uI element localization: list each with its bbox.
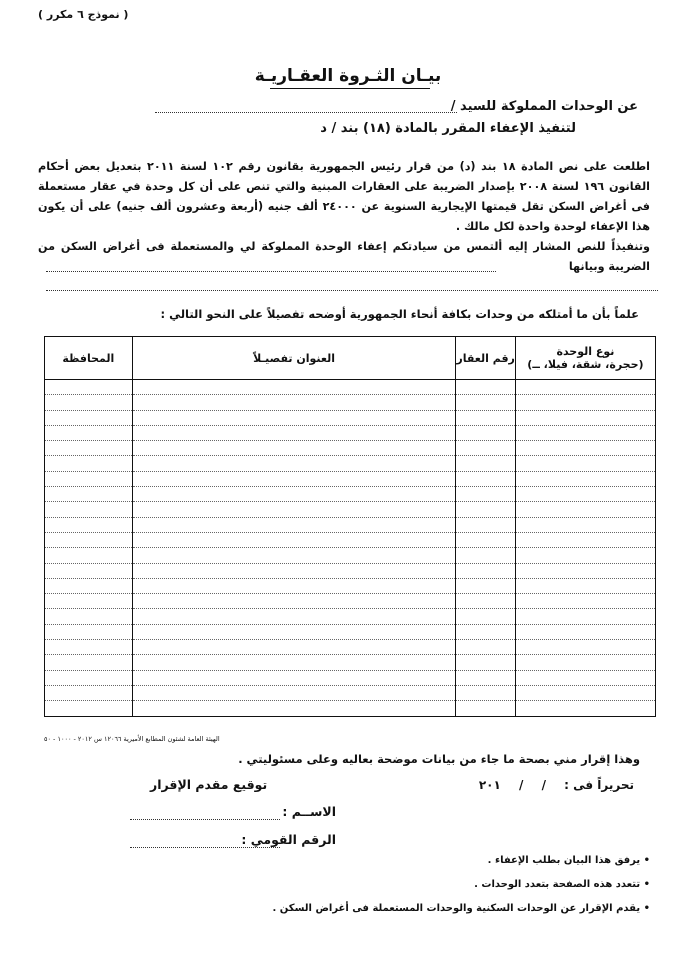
unit-type-cell[interactable] <box>515 532 655 547</box>
address-cell[interactable] <box>132 563 456 578</box>
instruction-item: • تتعدد هذه الصفحة بتعدد الوحدات . <box>474 879 650 890</box>
table-row <box>45 380 656 395</box>
national-id-label: الرقم القومي : <box>241 832 336 847</box>
governorate-cell[interactable] <box>45 456 133 471</box>
form-code: ( نموذج ٦ مكرر ) <box>38 8 129 21</box>
property-number-cell[interactable] <box>456 548 515 563</box>
table-row <box>45 425 656 440</box>
table-row <box>45 563 656 578</box>
unit-type-header-label: نوع الوحدة <box>556 345 615 358</box>
table-row <box>45 532 656 547</box>
unit-type-cell[interactable] <box>515 655 655 670</box>
unit-type-cell[interactable] <box>515 563 655 578</box>
unit-type-cell[interactable] <box>515 685 655 700</box>
address-cell[interactable] <box>132 380 456 395</box>
governorate-cell[interactable] <box>45 487 133 502</box>
property-number-cell[interactable] <box>456 487 515 502</box>
governorate-cell[interactable] <box>45 517 133 532</box>
instructions-list <box>230 855 650 927</box>
governorate-cell[interactable] <box>45 563 133 578</box>
table-body <box>45 380 656 717</box>
unit-type-cell[interactable] <box>515 670 655 685</box>
governorate-cell[interactable] <box>45 624 133 639</box>
unit-type-cell[interactable] <box>515 640 655 655</box>
table-row <box>45 456 656 471</box>
governorate-cell[interactable] <box>45 609 133 624</box>
table-row <box>45 395 656 410</box>
year-prefix: ٢٠١ <box>478 778 501 792</box>
declaration-text: وهذا إقرار مني بصحة ما جاء من بيانات موضحة بعاليه وعلى مسئوليتي . <box>238 752 640 766</box>
table-row <box>45 548 656 563</box>
governorate-cell[interactable] <box>45 701 133 716</box>
table-row <box>45 471 656 486</box>
address-cell[interactable] <box>132 640 456 655</box>
ownership-note: علماً بأن ما أمتلكه من وحدات بكافة أنحاء الجمهورية أوضحه تفصيلاً على النحو التالي : <box>160 307 639 321</box>
property-number-cell[interactable] <box>456 471 515 486</box>
unit-type-cell[interactable] <box>515 624 655 639</box>
instruction-item: • يرفق هذا البيان بطلب الإعفاء . <box>487 855 650 866</box>
property-number-cell[interactable] <box>456 410 515 425</box>
address-cell[interactable] <box>132 701 456 716</box>
unit-description-line-2[interactable] <box>46 290 658 291</box>
unit-type-cell[interactable] <box>515 487 655 502</box>
property-number-cell[interactable] <box>456 670 515 685</box>
unit-type-cell[interactable] <box>515 425 655 440</box>
table-row <box>45 410 656 425</box>
address-cell[interactable] <box>132 395 456 410</box>
address-cell[interactable] <box>132 594 456 609</box>
governorate-cell[interactable] <box>45 502 133 517</box>
address-cell[interactable] <box>132 487 456 502</box>
table-row <box>45 640 656 655</box>
table-row <box>45 594 656 609</box>
address-cell[interactable] <box>132 548 456 563</box>
governorate-cell[interactable] <box>45 578 133 593</box>
governorate-cell[interactable] <box>45 670 133 685</box>
table-header-row <box>45 337 656 380</box>
table-row <box>45 609 656 624</box>
address-cell[interactable] <box>132 685 456 700</box>
owner-subtitle: عن الوحدات المملوكة للسيد / <box>450 99 638 114</box>
unit-type-cell[interactable] <box>515 502 655 517</box>
governorate-cell[interactable] <box>45 441 133 456</box>
governorate-cell[interactable] <box>45 410 133 425</box>
unit-type-cell[interactable] <box>515 471 655 486</box>
property-units-table <box>44 336 656 717</box>
property-number-cell[interactable] <box>456 594 515 609</box>
unit-type-cell[interactable] <box>515 609 655 624</box>
unit-description-line-1[interactable] <box>46 271 496 272</box>
unit-type-header <box>515 337 655 380</box>
table-row <box>45 502 656 517</box>
owner-name-line[interactable] <box>155 112 457 113</box>
name-line[interactable] <box>130 819 280 820</box>
dated-label: تحريراً فى : <box>564 778 634 792</box>
property-number-cell[interactable] <box>456 380 515 395</box>
unit-type-cell[interactable] <box>515 594 655 609</box>
dated-line <box>479 778 634 792</box>
property-number-cell[interactable] <box>456 563 515 578</box>
unit-type-cell[interactable] <box>515 517 655 532</box>
property-number-cell[interactable] <box>456 441 515 456</box>
property-number-cell[interactable] <box>456 685 515 700</box>
paragraph-law-reference: اطلعت على نص المادة ١٨ بند (د) من قرار رئيس الجمهورية بقانون رقم ١٠٢ لسنة ٢٠١١ بتعديل بعض أحكام القانون ١٩٦ لسنة ٢٠٠٨ بإصدار الضريبة على العقارات المبنية والتي تنص على أن كل وحدة في عقار مستعملة فى أغراض السكن تقل قيمتها الإيجارية السنوية عن ٢٤٠٠٠ ألف جنيه (أربعة وعشرون ألف جنيه) على أن يكون هذا الإعفاء لوحدة واحدة لكل مالك . <box>38 160 650 233</box>
address-cell[interactable] <box>132 502 456 517</box>
property-number-cell[interactable] <box>456 425 515 440</box>
address-cell[interactable] <box>132 471 456 486</box>
address-cell[interactable] <box>132 456 456 471</box>
table-row <box>45 578 656 593</box>
national-id-line[interactable] <box>130 847 280 848</box>
date-slash-2: / <box>518 778 524 792</box>
table-row <box>45 517 656 532</box>
unit-type-cell[interactable] <box>515 380 655 395</box>
address-cell[interactable] <box>132 410 456 425</box>
table-row <box>45 701 656 716</box>
governorate-cell[interactable] <box>45 548 133 563</box>
property-number-header: رقم العقار <box>456 337 515 380</box>
address-cell[interactable] <box>132 578 456 593</box>
governorate-cell[interactable] <box>45 655 133 670</box>
address-cell[interactable] <box>132 624 456 639</box>
property-number-cell[interactable] <box>456 456 515 471</box>
property-number-cell[interactable] <box>456 640 515 655</box>
governorate-cell[interactable] <box>45 594 133 609</box>
governorate-cell[interactable] <box>45 425 133 440</box>
property-number-cell[interactable] <box>456 517 515 532</box>
governorate-cell[interactable] <box>45 380 133 395</box>
name-label: الاســم : <box>282 804 336 819</box>
governorate-cell[interactable] <box>45 471 133 486</box>
property-number-cell[interactable] <box>456 624 515 639</box>
signature-label: توقيع مقدم الإقرار <box>150 777 268 792</box>
date-slash-1: / <box>541 778 546 792</box>
address-cell[interactable] <box>132 517 456 532</box>
governorate-header: المحافظة <box>45 337 133 380</box>
governorate-cell[interactable] <box>45 395 133 410</box>
printer-note: الهيئة العامة لشئون المطابع الأميرية ١٢٠٦٦ س ٢٠١٢ - ١٠٠٠ - ٥٠ <box>44 735 220 743</box>
unit-type-header-examples: (حجرة، شقة، فيلا، ــ) <box>527 358 644 371</box>
table-row <box>45 441 656 456</box>
unit-type-cell[interactable] <box>515 395 655 410</box>
property-number-cell[interactable] <box>456 532 515 547</box>
unit-type-cell[interactable] <box>515 441 655 456</box>
table-row <box>45 487 656 502</box>
title-underline <box>270 88 430 89</box>
governorate-cell[interactable] <box>45 685 133 700</box>
property-number-cell[interactable] <box>456 609 515 624</box>
table-row <box>45 624 656 639</box>
unit-type-cell[interactable] <box>515 701 655 716</box>
property-number-cell[interactable] <box>456 502 515 517</box>
address-cell[interactable] <box>132 532 456 547</box>
table-row <box>45 670 656 685</box>
table-row <box>45 655 656 670</box>
address-cell[interactable] <box>132 609 456 624</box>
governorate-cell[interactable] <box>45 640 133 655</box>
instruction-item: • يقدم الإقرار عن الوحدات السكنية والوحدات المستعملة فى أغراض السكن . <box>272 903 650 914</box>
paragraph-exemption-request: وتنفيذاً للنص المشار إليه ألتمس من سيادتكم إعفاء الوحدة المملوكة لي والمستعملة فى أغراض السكن من الضريبة وبيانها <box>38 240 650 273</box>
property-number-cell[interactable] <box>456 701 515 716</box>
governorate-cell[interactable] <box>45 532 133 547</box>
address-cell[interactable] <box>132 655 456 670</box>
address-header: العنوان تفصيـلاً <box>132 337 456 380</box>
address-cell[interactable] <box>132 441 456 456</box>
unit-type-cell[interactable] <box>515 578 655 593</box>
table-row <box>45 685 656 700</box>
address-cell[interactable] <box>132 670 456 685</box>
property-number-cell[interactable] <box>456 395 515 410</box>
property-number-cell[interactable] <box>456 655 515 670</box>
address-cell[interactable] <box>132 425 456 440</box>
property-number-cell[interactable] <box>456 578 515 593</box>
unit-type-cell[interactable] <box>515 548 655 563</box>
page-title: بيـان الثـروة العقـاريـة <box>254 66 442 86</box>
unit-type-cell[interactable] <box>515 456 655 471</box>
law-subtitle: لتنفيذ الإعفاء المقرر بالمادة (١٨) بند / د <box>320 121 576 136</box>
unit-type-cell[interactable] <box>515 410 655 425</box>
